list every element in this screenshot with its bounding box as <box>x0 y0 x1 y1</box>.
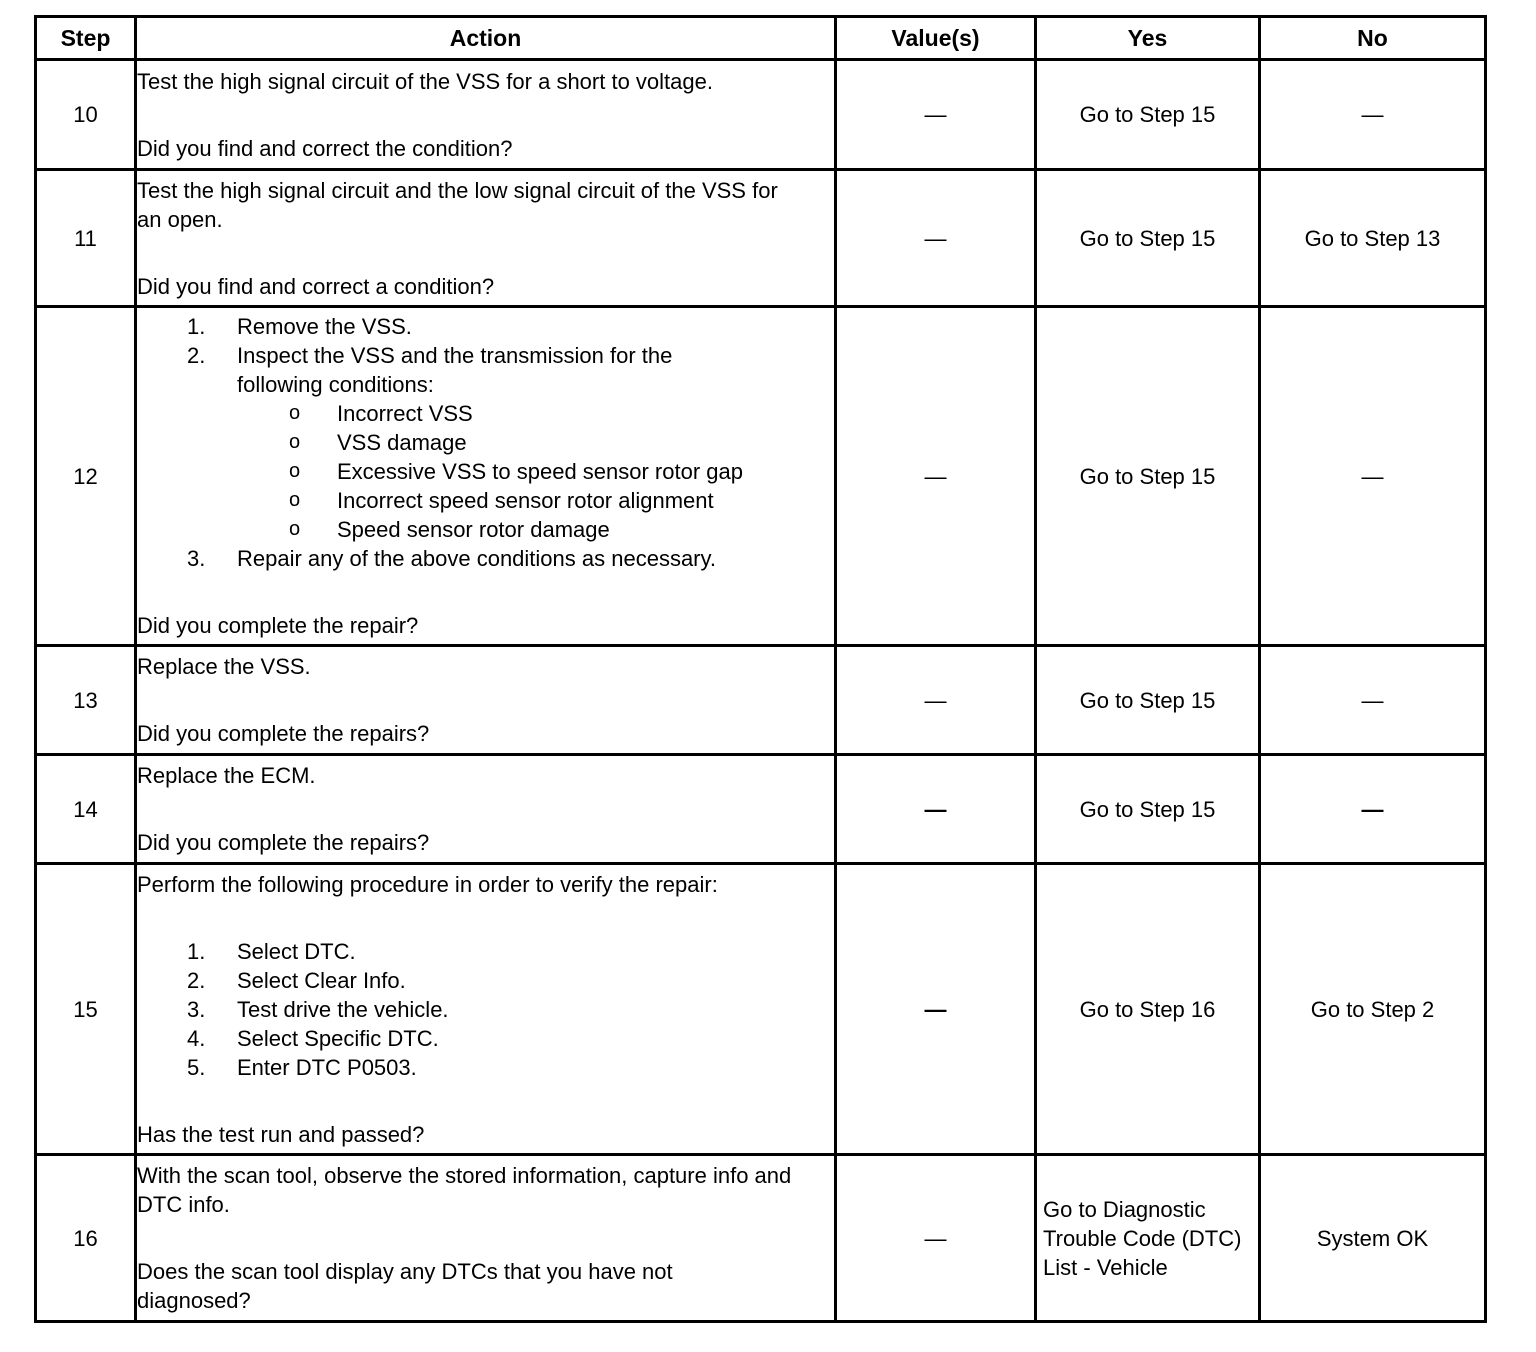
action-cell <box>136 170 836 307</box>
list-item: o Speed sensor rotor damage <box>289 517 610 542</box>
list-item: 3. Repair any of the above conditions as necessary. <box>187 546 716 571</box>
action-question: Did you complete the repairs? <box>137 830 430 855</box>
step-number: 16 <box>36 1155 136 1322</box>
action-instruction: Replace the VSS. <box>137 654 311 679</box>
no-cell: — <box>1260 60 1486 170</box>
action-question: Does the scan tool display any DTCs that you have not diagnosed? <box>137 1259 673 1313</box>
yes-cell: Go to Step 15 <box>1036 307 1260 646</box>
no-cell: — <box>1260 307 1486 646</box>
action-question: Did you find and correct a condition? <box>137 273 495 299</box>
table-row-step-10 <box>36 60 1486 170</box>
value-cell: — <box>836 646 1036 755</box>
action-instruction: Test the high signal circuit of the VSS for a short to voltage. <box>137 68 713 94</box>
action-instruction: Test the high signal circuit and the low signal circuit of the VSS for an open. <box>137 177 778 232</box>
list-item: 3. Test drive the vehicle. <box>187 996 449 1022</box>
value-cell: — <box>836 864 1036 1155</box>
header-no: No <box>1260 17 1486 60</box>
yes-cell: Go to Step 15 <box>1036 170 1260 307</box>
yes-cell: Go to Step 15 <box>1036 755 1260 864</box>
table-row-step-13 <box>36 646 1486 755</box>
action-question: Did you find and correct the condition? <box>137 135 513 161</box>
list-item: o VSS damage <box>289 430 467 455</box>
action-cell <box>136 864 836 1155</box>
procedure-list <box>137 312 834 573</box>
list-item: 4. Select Specific DTC. <box>187 1025 439 1051</box>
no-cell: System OK <box>1260 1155 1486 1322</box>
value-cell: — <box>836 60 1036 170</box>
header-yes: Yes <box>1036 17 1260 60</box>
step-number: 10 <box>36 60 136 170</box>
action-cell <box>136 646 836 755</box>
action-question: Did you complete the repair? <box>137 613 419 638</box>
list-item: o Excessive VSS to speed sensor rotor gap <box>289 459 743 484</box>
list-item: 2. Inspect the VSS and the transmission for the following conditions: o Incorrect VSS o VSS damage o Excessive VSS to speed sensor rotor gap o Incorrect speed sensor rotor alignment o Speed sensor rotor damage <box>137 341 834 544</box>
table-row-step-15 <box>36 864 1486 1155</box>
yes-cell: Go to Step 15 <box>1036 646 1260 755</box>
procedure-list <box>137 937 834 1082</box>
diagnostic-table <box>34 15 1487 1323</box>
no-cell: — <box>1260 755 1486 864</box>
action-question: Did you complete the repairs? <box>137 721 430 746</box>
yes-cell: Go to Step 16 <box>1036 864 1260 1155</box>
condition-list <box>237 399 834 544</box>
bullet-icon: o <box>289 489 301 511</box>
no-cell: Go to Step 13 <box>1260 170 1486 307</box>
action-cell <box>136 755 836 864</box>
header-row <box>36 17 1486 60</box>
bullet-icon: o <box>289 518 301 540</box>
header-values: Value(s) <box>836 17 1036 60</box>
yes-cell <box>1036 1155 1260 1322</box>
action-cell <box>136 307 836 646</box>
action-cell <box>136 1155 836 1322</box>
table-row-step-11 <box>36 170 1486 307</box>
header-step: Step <box>36 17 136 60</box>
no-cell: — <box>1260 646 1486 755</box>
list-item: 1. Remove the VSS. <box>187 314 412 339</box>
step-number: 12 <box>36 307 136 646</box>
step-number: 13 <box>36 646 136 755</box>
step-number: 11 <box>36 170 136 307</box>
yes-link-text: Go to Diagnostic Trouble Code (DTC) List - Vehicle <box>1043 1196 1242 1280</box>
action-question: Has the test run and passed? <box>137 1121 425 1147</box>
bullet-icon: o <box>289 402 301 424</box>
bullet-icon: o <box>289 431 301 453</box>
action-cell <box>136 60 836 170</box>
action-instruction: Perform the following procedure in order to verify the repair: <box>137 871 718 897</box>
header-action: Action <box>136 17 836 60</box>
action-instruction: Replace the ECM. <box>137 763 316 788</box>
list-item: 5. Enter DTC P0503. <box>187 1054 417 1080</box>
table-row-step-16 <box>36 1155 1486 1322</box>
action-instruction: With the scan tool, observe the stored information, capture info and DTC info. <box>137 1163 792 1217</box>
table-row-step-14 <box>36 755 1486 864</box>
value-cell: — <box>836 1155 1036 1322</box>
value-cell: — <box>836 170 1036 307</box>
no-cell: Go to Step 2 <box>1260 864 1486 1155</box>
table-row-step-12 <box>36 307 1486 646</box>
list-item: 2. Select Clear Info. <box>187 967 406 993</box>
step-number: 15 <box>36 864 136 1155</box>
yes-cell: Go to Step 15 <box>1036 60 1260 170</box>
value-cell: — <box>836 755 1036 864</box>
list-item: o Incorrect speed sensor rotor alignment <box>289 488 714 513</box>
list-item: 1. Select DTC. <box>187 938 356 964</box>
list-item: o Incorrect VSS <box>289 401 473 426</box>
value-cell: — <box>836 307 1036 646</box>
bullet-icon: o <box>289 460 301 482</box>
step-number: 14 <box>36 755 136 864</box>
